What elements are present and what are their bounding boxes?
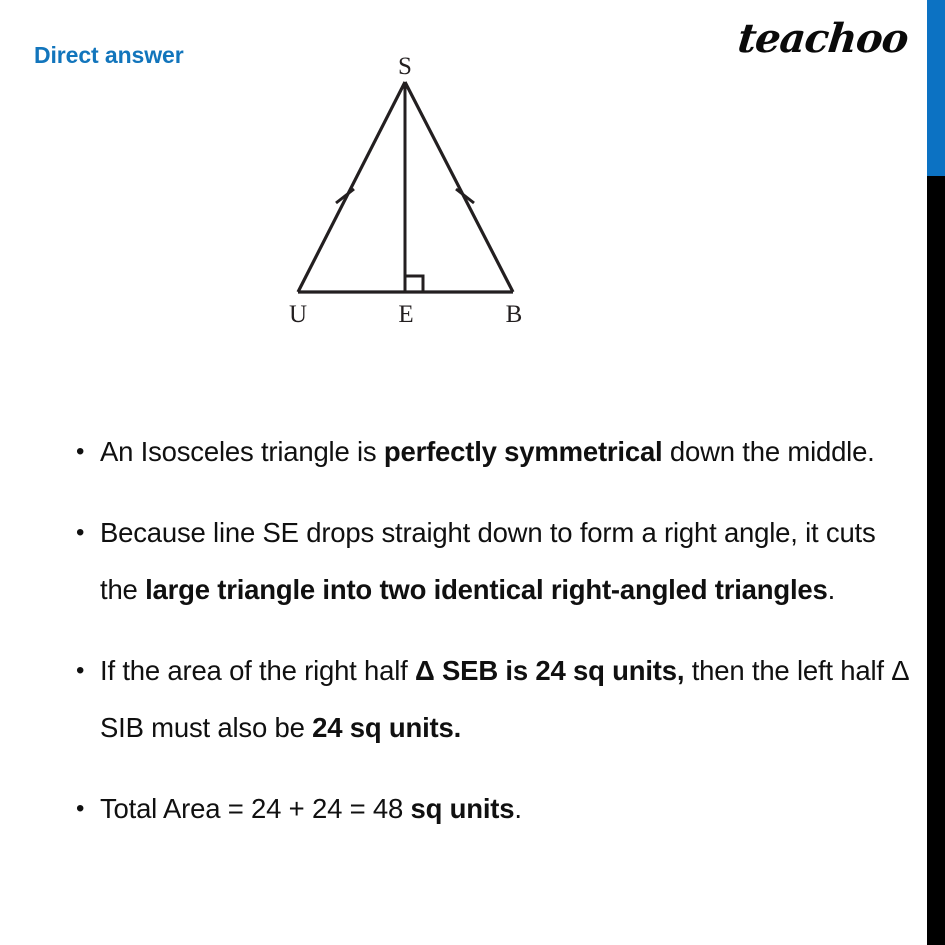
list-item <box>68 780 908 837</box>
list-item <box>68 423 908 480</box>
emphasis-text: sq units <box>410 793 515 824</box>
plain-text: An Isosceles triangle is <box>100 436 384 467</box>
vertex-label-B: B <box>505 301 523 328</box>
plain-text: If the area of the right half <box>100 655 416 686</box>
list-item-text <box>100 423 908 480</box>
right-edge-black-bar <box>927 176 945 945</box>
list-item <box>68 504 908 618</box>
plain-text: . <box>827 574 836 605</box>
bullet-list <box>68 423 908 861</box>
right-edge-blue-bar <box>927 0 945 176</box>
triangle-side-SB <box>405 82 513 292</box>
vertex-label-U: U <box>288 301 308 328</box>
triangle-diagram-svg <box>255 48 555 338</box>
triangle-figure <box>255 48 555 338</box>
emphasis-text: perfectly symmetrical <box>383 436 663 467</box>
list-item-text <box>100 642 908 756</box>
vertex-label-S: S <box>398 53 412 80</box>
emphasis-text: large triangle into two identical right-angled triangles <box>145 574 828 605</box>
plain-text: Because line SE drops straight down to form a right angle, it cuts the <box>100 517 876 605</box>
bullet-marker-icon: • <box>76 657 85 684</box>
list-item <box>68 642 908 756</box>
list-item-text <box>100 780 908 837</box>
vertex-label-E: E <box>398 301 414 328</box>
right-angle-mark-icon <box>405 276 423 292</box>
emphasis-text: Δ SEB is 24 sq units, <box>415 655 685 686</box>
plain-text: . <box>514 793 522 824</box>
bullet-marker-icon: • <box>76 519 85 546</box>
list-item-text <box>100 504 908 618</box>
plain-text: down the middle. <box>662 436 875 467</box>
emphasis-text: 24 sq units. <box>312 712 462 743</box>
plain-text: Total Area = 24 + 24 = 48 <box>100 793 411 824</box>
bullet-marker-icon: • <box>76 795 85 822</box>
teachoo-logo: teachoo <box>735 15 911 62</box>
bullet-marker-icon: • <box>76 438 85 465</box>
page-title: Direct answer <box>34 42 184 68</box>
triangle-side-SU <box>298 82 405 292</box>
plain-text: then the left half Δ SIB must also be <box>100 655 908 743</box>
